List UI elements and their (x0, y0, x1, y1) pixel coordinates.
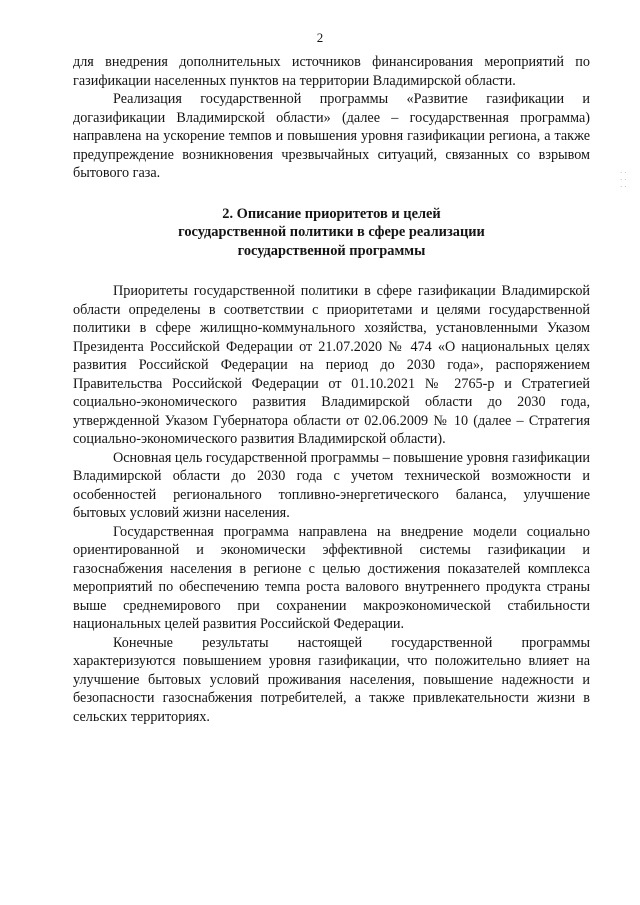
page-number: 2 (316, 30, 324, 45)
document-body (73, 53, 590, 726)
body-paragraph: Реализация государственной программы «Развитие газификации и догазификации Владимирской области» (далее – государственная программа) направлена на ускорение темпов и повышения уровня газификации региона, а также предупреждение возникновения чрезвычайных ситуаций, связанных со взрывом бытового газа. (73, 91, 590, 181)
body-paragraph: Основная цель государственной программы – повышение уровня газификации Владимирской области до 2030 года с учетом технической возможности и особенностей регионального топливно-энергетического баланса, улучшение бытовых условий жизни населения. (73, 449, 590, 521)
body-paragraph: для внедрения дополнительных источников финансирования мероприятий по газификации населенных пунктов на территории Владимирской области. (73, 54, 590, 89)
body-paragraph: Государственная программа направлена на внедрение модели социально ориентированной и экономически эффективной системы газификации и газоснабжения населения в регионе с целью достижения показателей комплекса мероприятий по обеспечению темпа роста валового внутреннего продукта страны выше среднемирового при сохранении макроэкономической стабильности национальных целей развития Российской Федерации. (73, 523, 590, 632)
body-paragraph: Приоритеты государственной политики в сфере газификации Владимирской области определены в соответствии с приоритетами и целями государственной политики в сфере жилищно-коммунального хозяйства, установленными Указом Президента Российской Федерации от 21.07.2020 № 474 «О национальных целях развития Российской Федерации на период до 2030 года», распоряжением Правительства Российской Федерации от 01.10.2021 № 2765-р и Стратегией социально-экономического развития Владимирской области до 2030 года, утвержденной Указом Губернатора области от 02.06.2009 № 10 (далее – Стратегия социально-экономического развития Владимирской области). (73, 283, 590, 447)
section-heading-line: государственной программы (237, 242, 426, 259)
section-heading (73, 205, 590, 261)
section-heading-line: 2. Описание приоритетов и целей (222, 205, 441, 222)
scan-artifact: · · · · · · (620, 169, 627, 191)
section-heading-line: государственной политики в сфере реализации (178, 224, 485, 240)
body-paragraph: Конечные результаты настоящей государственной программы характеризуются повышением уровня газификации, что положительно влияет на улучшение бытовых условий проживания населения, повышение надежности и безопасности газоснабжения потребителей, а также привлекательности жизни в сельских территориях. (73, 634, 590, 725)
